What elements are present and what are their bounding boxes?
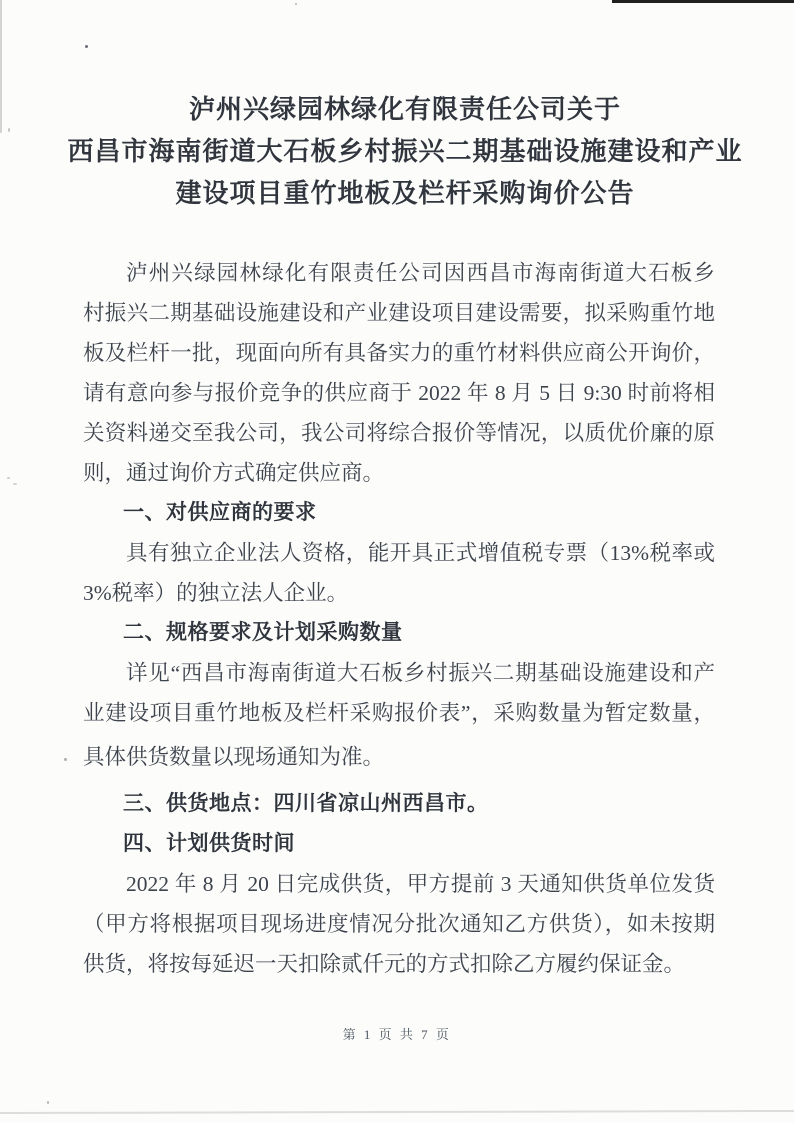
section-heading-supplier-requirements: 一、对供应商的要求	[123, 501, 317, 524]
title-line-1: 泸州兴绿园林绿化有限责任公司关于	[188, 94, 621, 124]
paragraph-line: 详见“西昌市海南街道大石板乡村振兴二期基础设施建设和产	[126, 661, 715, 685]
scan-edge-left	[0, 0, 2, 133]
document-body	[83, 253, 715, 984]
scan-speck	[13, 483, 17, 485]
section-heading-specs-quantity: 二、规格要求及计划采购数量	[123, 621, 403, 644]
scan-edge-bottom	[0, 1110, 794, 1114]
paragraph-line: 板及栏杆一批，现面向所有具备实力的重竹材料供应商公开询价，	[83, 341, 715, 365]
paragraph-line: 关资料递交至我公司，我公司将综合报价等情况，以质优价廉的原	[83, 421, 715, 445]
scan-speck	[295, 3, 297, 5]
paragraph-line: （甲方将根据项目现场进度情况分批次通知乙方供货），如未按期	[83, 912, 715, 936]
scan-speck	[7, 477, 10, 479]
paragraph-line: 请有意向参与报价竞争的供应商于 2022 年 8 月 5 日 9:30 时前将相	[83, 381, 715, 405]
page-footer: 第 1 页 共 7 页	[342, 1027, 452, 1042]
scan-edge-top	[612, 0, 794, 3]
document-title	[44, 88, 766, 214]
section-heading-delivery-time: 四、计划供货时间	[123, 832, 295, 855]
paragraph-line: 泸州兴绿园林绿化有限责任公司因西昌市海南街道大石板乡	[126, 261, 715, 285]
paragraph-line: 供货，将按每延迟一天扣除贰仟元的方式扣除乙方履约保证金。	[83, 952, 686, 976]
scan-speck	[64, 758, 67, 761]
paragraph-line: 具有独立企业法人资格，能开具正式增值税专票（13%税率或	[126, 541, 715, 565]
scan-speck	[47, 1101, 49, 1104]
paragraph-line: 具体供货数量以现场通知为准。	[83, 745, 385, 769]
paragraph-line: 村振兴二期基础设施建设和产业建设项目建设需要，拟采购重竹地	[83, 301, 715, 325]
paragraph-line: 则，通过询价方式确定供应商。	[83, 461, 385, 485]
scan-speck	[85, 45, 88, 48]
paragraph-line: 3%税率）的独立法人企业。	[83, 581, 349, 605]
section-heading-delivery-location: 三、供货地点：四川省凉山州西昌市。	[123, 792, 489, 815]
scan-speck	[8, 128, 10, 132]
paragraph-line: 2022 年 8 月 20 日完成供货，甲方提前 3 天通知供货单位发货	[126, 872, 715, 896]
paragraph-line: 业建设项目重竹地板及栏杆采购报价表”，采购数量为暂定数量，	[83, 701, 715, 725]
title-line-2: 西昌市海南街道大石板乡村振兴二期基础设施建设和产业	[67, 136, 743, 166]
title-line-3: 建设项目重竹地板及栏杆采购询价公告	[175, 178, 635, 208]
